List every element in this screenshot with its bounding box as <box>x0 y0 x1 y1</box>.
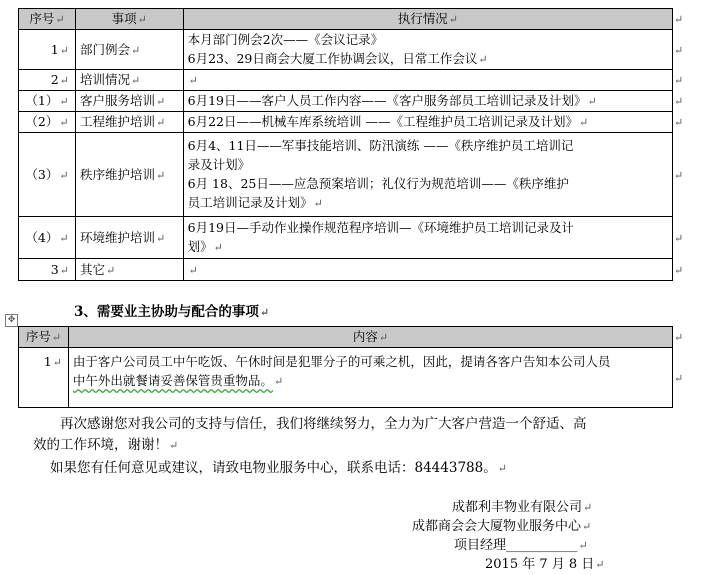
detail-line: 员工培训记录及计划》↵ <box>187 195 323 210</box>
signature-date: 2015 年 7 月 8 日↵ <box>485 557 605 572</box>
row-detail <box>183 133 672 217</box>
table-row: 1↵ 由于客户公司员工中午吃饭、午休时间是犯罪分子的可乘之机，因此，提请各客户告知本公司人员 中午外出就餐请妥善保管贵重物品。↵ ↵ <box>19 348 688 408</box>
row-detail: 6月22日——机械车库系统培训 ——《工程维护员工培训记录及计划》↵ <box>183 112 672 133</box>
row-number: （3）↵ <box>19 133 76 217</box>
table-row: 3↵ 其它↵ ↵ ↵ <box>19 259 688 281</box>
row-number: 3↵ <box>19 259 76 281</box>
table-row: （4）↵ 环境维护培训↵ 6月19日—手动作业操作规范程序培训—《环境维护员工培训记录及计 划》↵ ↵ <box>19 217 688 259</box>
table-row: （3）↵ 秩序维护培训↵ 6月4、11日——军事技能培训、防汛演练 ——《秩序维护员工培训记 录及计划》 6月 18、25日——应急预案培训；礼仪行为规范培训——《秩序维护 员工培训记录及计划》↵ ↵ <box>19 133 688 217</box>
row-number: （4）↵ <box>19 217 76 259</box>
table-row: 1↵ 部门例会↵ 本月部门例会2次——《会议记录》 6月23、29日商会大厦工作协调会议，日常工作会议↵ ↵ <box>19 30 688 70</box>
row-number: 1↵ <box>19 30 76 70</box>
header-cell: 序号↵ <box>19 327 69 348</box>
row-number: 1↵ <box>19 348 69 408</box>
table-row: （2）↵ 工程维护培训↵ 6月22日——机械车库系统培训 ——《工程维护员工培训记录及计划》↵ ↵ <box>19 112 688 133</box>
header-cell: 内容↵ <box>68 327 672 348</box>
row-item: 部门例会↵ <box>75 30 183 70</box>
row-item: 客户服务培训↵ <box>75 91 183 112</box>
detail-line: 6月19日—手动作业操作规范程序培训—《环境维护员工培训记录及计 <box>187 220 574 235</box>
row-detail <box>183 217 672 259</box>
row-detail: ↵ <box>183 259 672 281</box>
company-name: 成都利丰物业有限公司↵ <box>452 500 593 515</box>
detail-line: 划》↵ <box>187 239 223 254</box>
row-detail: 6月19日——客户人员工作内容——《客户服务部员工培训记录及计划》↵ <box>183 91 672 112</box>
table-header-row: 序号↵ 内容↵ ↵ <box>19 327 688 348</box>
detail-line: 6月4、11日——军事技能培训、防汛演练 ——《秩序维护员工培训记 <box>187 138 574 153</box>
row-item: 培训情况↵ <box>75 70 183 91</box>
detail-line: 6月23、29日商会大厦工作协调会议，日常工作会议↵ <box>187 51 488 66</box>
row-number: （1）↵ <box>19 91 76 112</box>
row-detail: ↵ <box>183 70 672 91</box>
row-item: 秩序维护培训↵ <box>75 133 183 217</box>
row-number: （2）↵ <box>19 112 76 133</box>
detail-line: 本月部门例会2次——《会议记录》 <box>187 32 384 47</box>
row-end-mark: ↵ <box>674 13 684 26</box>
project-manager-line: 项目经理___________↵ <box>454 538 588 553</box>
row-item: 环境维护培训↵ <box>75 217 183 259</box>
table-row: 2↵ 培训情况↵ ↵ ↵ <box>19 70 688 91</box>
header-cell: 事项↵ <box>75 9 183 30</box>
table-move-handle-icon[interactable]: ✥ <box>5 314 18 327</box>
table-row: （1）↵ 客户服务培训↵ 6月19日——客户人员工作内容——《客户服务部员工培训记录及计划》↵ ↵ <box>19 91 688 112</box>
row-item: 其它↵ <box>75 259 183 281</box>
detail-line: 由于客户公司员工中午吃饭、午休时间是犯罪分子的可乘之机，因此，提请各客户告知本公司人员 <box>72 354 611 369</box>
work-report-table <box>18 8 688 281</box>
assistance-table <box>18 326 688 408</box>
table-header-row <box>19 9 688 30</box>
row-number: 2↵ <box>19 70 76 91</box>
closing-paragraph-cont: 效的工作环境，谢谢！↵ <box>33 437 179 453</box>
row-detail <box>183 30 672 70</box>
detail-line: 录及计划》 <box>187 157 251 172</box>
row-detail <box>68 348 672 408</box>
row-item: 工程维护培训↵ <box>75 112 183 133</box>
detail-line: 中午外出就餐请妥善保管贵重物品。↵ <box>72 373 284 388</box>
header-cell: 序号↵ <box>19 9 76 30</box>
service-center-name: 成都商会会大厦物业服务中心↵ <box>412 519 592 534</box>
section-heading: 3、需要业主协助与配合的事项↵ <box>74 304 270 320</box>
contact-paragraph: 如果您有任何意见或建议，请致电物业服务中心，联系电话：84443788。↵ <box>50 460 507 476</box>
detail-line: 6月 18、25日——应急预案培训；礼仪行为规范培训——《秩序维护 <box>187 176 569 191</box>
closing-paragraph: 再次感谢您对我公司的支持与信任，我们将继续努力，全力为广大客户营造一个舒适、高 <box>60 416 587 432</box>
header-cell: 执行情况↵ <box>183 9 672 30</box>
